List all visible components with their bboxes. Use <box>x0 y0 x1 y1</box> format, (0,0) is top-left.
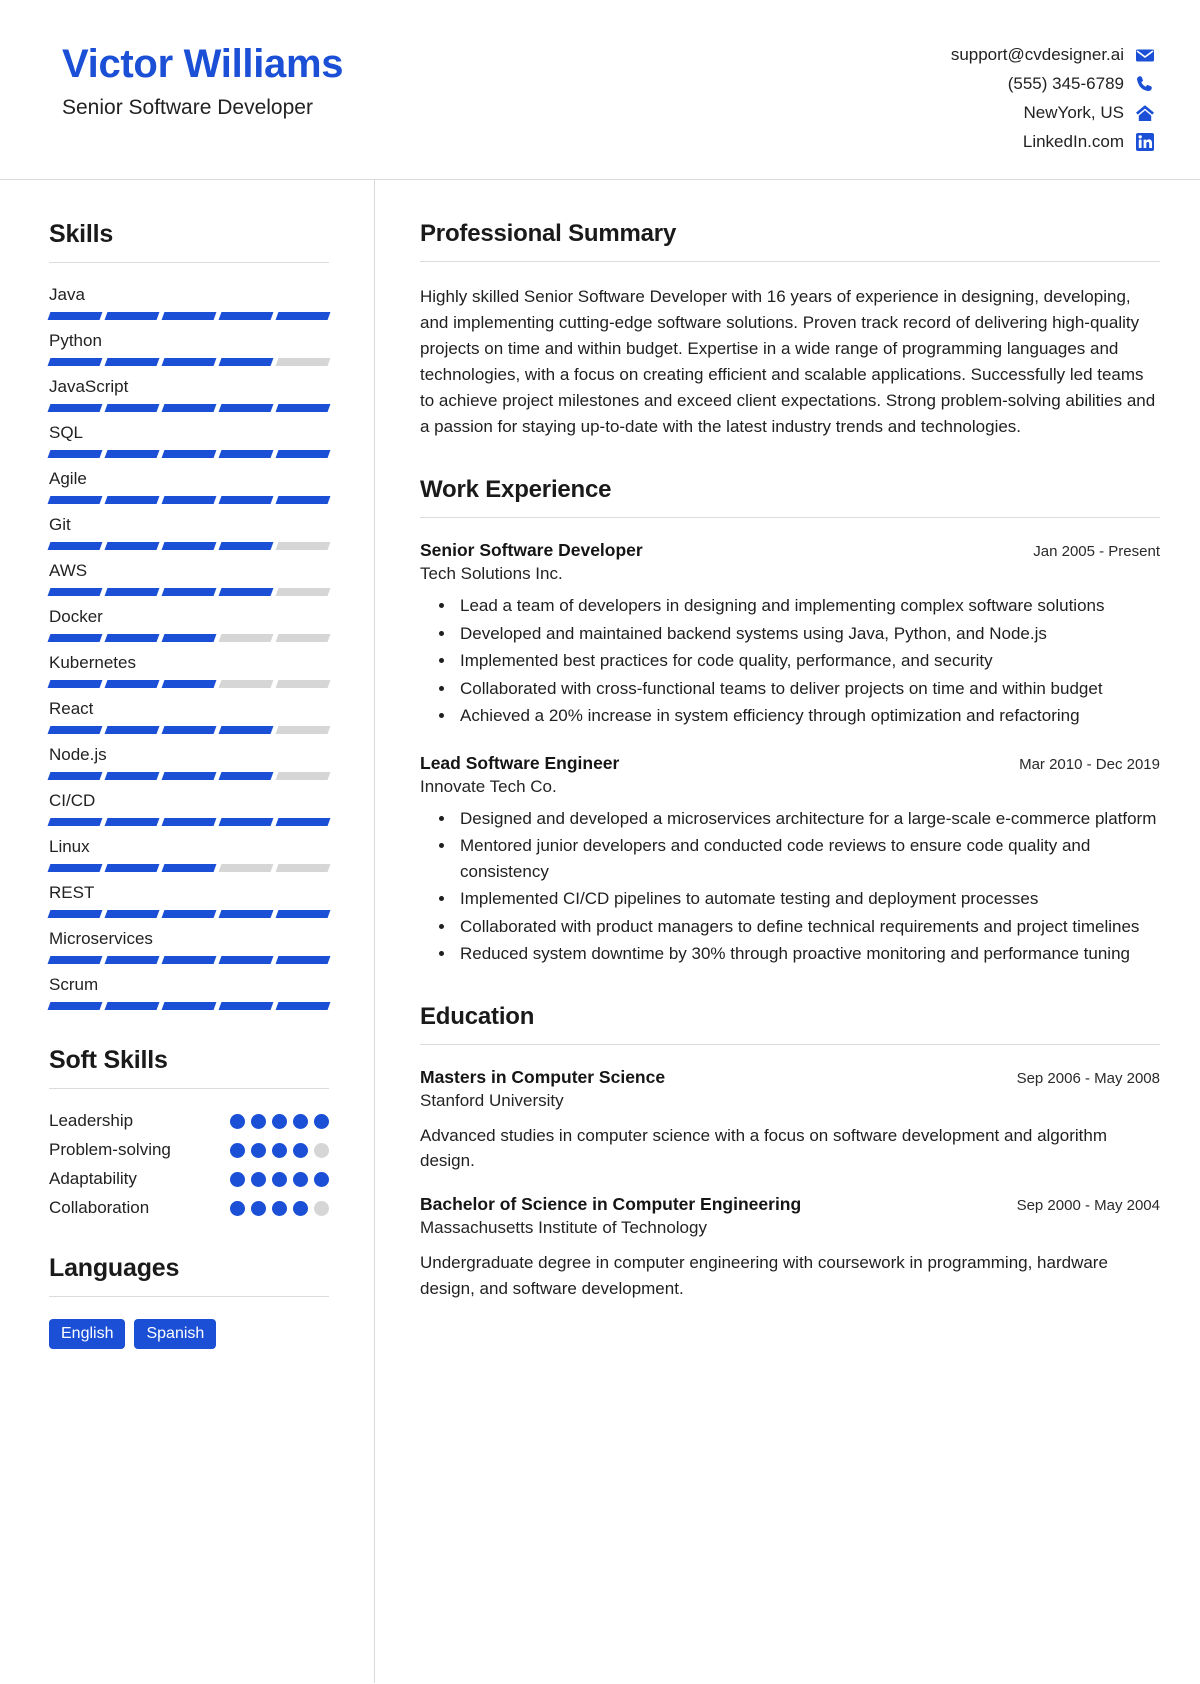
skill-level-segment <box>162 956 217 964</box>
skill-level-segment <box>219 450 274 458</box>
rating-dot <box>314 1201 329 1216</box>
education-entry-list <box>420 1067 1160 1302</box>
skill-name: Microservices <box>49 929 153 948</box>
skill-level-bar <box>49 910 329 918</box>
rating-dot <box>230 1143 245 1158</box>
skill-level-segment <box>219 358 274 366</box>
education-entry <box>420 1194 1160 1302</box>
rating-dot <box>293 1143 308 1158</box>
envelope-icon <box>1134 44 1155 65</box>
skill-level-segment <box>48 450 103 458</box>
skill-item <box>49 377 329 412</box>
skill-name: SQL <box>49 423 84 442</box>
rating-dot <box>230 1114 245 1129</box>
education-heading: Education <box>420 1002 535 1030</box>
soft-skill-rating <box>230 1114 329 1129</box>
skill-level-bar <box>49 634 329 642</box>
summary-heading: Professional Summary <box>420 220 677 247</box>
skill-level-segment <box>162 680 217 688</box>
skill-level-segment <box>105 772 160 780</box>
rating-dot <box>293 1201 308 1216</box>
skill-level-segment <box>276 404 331 412</box>
skill-level-segment <box>105 588 160 596</box>
skill-level-bar <box>49 818 329 826</box>
rating-dot <box>314 1143 329 1158</box>
skill-item <box>49 699 329 734</box>
skill-level-bar <box>49 404 329 412</box>
skill-name: Node.js <box>49 745 107 764</box>
soft-skill-name: Collaboration <box>49 1198 150 1217</box>
education-entry-description: Undergraduate degree in computer engineering with coursework in programming, hardware design, and software development. <box>420 1253 1108 1298</box>
skills-list <box>49 285 329 1010</box>
skill-level-segment <box>162 404 217 412</box>
phone-icon <box>1134 73 1155 94</box>
contact-row[interactable] <box>951 102 1155 123</box>
skill-level-segment <box>162 726 217 734</box>
skill-level-segment <box>219 312 274 320</box>
work-entry-date: Mar 2010 - Dec 2019 <box>1019 755 1160 773</box>
soft-skills-list <box>49 1111 329 1218</box>
skill-level-segment <box>105 358 160 366</box>
contact-list <box>951 34 1155 152</box>
skill-level-segment <box>48 772 103 780</box>
soft-skill-name: Adaptability <box>49 1169 137 1188</box>
skill-level-segment <box>105 864 160 872</box>
skill-name: REST <box>49 883 95 902</box>
skill-item <box>49 883 329 918</box>
skill-item <box>49 929 329 964</box>
skill-item <box>49 561 329 596</box>
languages-heading: Languages <box>49 1254 180 1282</box>
skill-level-segment <box>105 450 160 458</box>
skill-level-segment <box>276 726 331 734</box>
skill-level-segment <box>276 634 331 642</box>
skill-name: Python <box>49 331 102 350</box>
soft-skill-rating <box>230 1143 329 1158</box>
skill-item <box>49 469 329 504</box>
skill-level-segment <box>162 542 217 550</box>
skill-item <box>49 837 329 872</box>
skill-level-segment <box>219 634 274 642</box>
work-entry-company: Tech Solutions Inc. <box>420 564 563 583</box>
summary-text: Highly skilled Senior Software Developer with 16 years of experience in designing, developing, and implementing cutting-edge software solutions. Proven track record of delivering high-quality projects on time and within budget. Expertise in a wide range of programming languages and technologies, with a focus on creating efficient and scalable applications. Successfully led teams to achieve project milestones and exceed client expectations. Strong problem-solving abilities and a passion for staying up-to-date with the latest industry trends and technologies. <box>420 287 1156 436</box>
skill-level-segment <box>219 542 274 550</box>
skill-item <box>49 515 329 550</box>
skill-level-segment <box>48 910 103 918</box>
skill-level-segment <box>48 956 103 964</box>
skill-level-segment <box>105 496 160 504</box>
skill-item <box>49 423 329 458</box>
skill-level-segment <box>105 956 160 964</box>
skill-level-bar <box>49 496 329 504</box>
work-entry-header <box>420 753 1160 774</box>
skill-name: Kubernetes <box>49 653 136 672</box>
skill-level-segment <box>219 496 274 504</box>
bullet-item: • Lead a team of developers in designing and implementing complex software solutions <box>456 593 1160 619</box>
skill-level-segment <box>219 1002 274 1010</box>
skill-level-segment <box>276 450 331 458</box>
skill-level-segment <box>162 588 217 596</box>
skill-level-segment <box>105 680 160 688</box>
skill-level-segment <box>48 358 103 366</box>
skill-name: AWS <box>49 561 88 580</box>
skill-level-segment <box>276 496 331 504</box>
skill-name: Linux <box>49 837 90 856</box>
work-entry-bullets <box>420 593 1160 729</box>
resume-body <box>0 180 1200 1683</box>
skill-name: Git <box>49 515 71 534</box>
skill-level-segment <box>48 312 103 320</box>
skill-name: React <box>49 699 94 718</box>
soft-skill-row <box>49 1140 329 1160</box>
skills-section <box>49 220 329 1010</box>
skill-level-segment <box>105 818 160 826</box>
education-entry-date: Sep 2000 - May 2004 <box>1016 1197 1160 1215</box>
skill-level-segment <box>48 726 103 734</box>
contact-row[interactable] <box>951 44 1155 65</box>
education-entry-description: Advanced studies in computer science with a focus on software development and algorithm design. <box>420 1125 1107 1171</box>
skill-level-segment <box>276 542 331 550</box>
contact-text: NewYork, US <box>1023 102 1124 122</box>
skill-item <box>49 285 329 320</box>
skill-level-segment <box>276 772 331 780</box>
skill-level-segment <box>48 680 103 688</box>
resume-header <box>0 0 1200 180</box>
soft-skill-row <box>49 1111 329 1131</box>
rating-dot <box>272 1143 287 1158</box>
skill-level-segment <box>48 496 103 504</box>
skill-item <box>49 791 329 826</box>
languages-list <box>49 1319 329 1349</box>
contact-text: LinkedIn.com <box>1022 131 1124 151</box>
skill-name: Scrum <box>49 975 99 994</box>
skill-name: Agile <box>49 469 87 488</box>
education-entry-header <box>420 1067 1160 1088</box>
home-icon <box>1134 102 1155 123</box>
skill-level-segment <box>219 588 274 596</box>
skill-level-segment <box>219 864 274 872</box>
language-badge: English <box>49 1319 125 1349</box>
education-entry-date: Sep 2006 - May 2008 <box>1016 1069 1160 1087</box>
bullet-item: • Developed and maintained backend systems using Java, Python, and Node.js <box>456 621 1160 647</box>
skill-level-bar <box>49 726 329 734</box>
work-entry-company: Innovate Tech Co. <box>420 776 557 796</box>
soft-skill-row <box>49 1169 329 1189</box>
skill-item <box>49 607 329 642</box>
rating-dot <box>230 1201 245 1216</box>
language-badge: Spanish <box>134 1319 216 1349</box>
skill-level-bar <box>49 864 329 872</box>
skill-name: Java <box>49 285 85 304</box>
education-section <box>420 1003 1160 1302</box>
education-entry-header <box>420 1194 1160 1215</box>
skills-heading: Skills <box>49 220 114 248</box>
rating-dot <box>293 1114 308 1129</box>
skill-level-segment <box>219 772 274 780</box>
skill-level-segment <box>276 1002 331 1010</box>
rating-dot <box>251 1143 266 1158</box>
candidate-job-title: Senior Software Developer <box>62 96 313 119</box>
skill-level-bar <box>49 358 329 366</box>
education-entry-school: Stanford University <box>420 1090 564 1110</box>
bullet-item: • Collaborated with product managers to define technical requirements and project timelines <box>456 914 1160 940</box>
skill-level-segment <box>48 818 103 826</box>
contact-row[interactable] <box>951 131 1155 152</box>
skill-level-bar <box>49 312 329 320</box>
skill-level-segment <box>162 358 217 366</box>
skill-level-segment <box>162 312 217 320</box>
skill-level-segment <box>276 588 331 596</box>
work-entry-list <box>420 540 1160 967</box>
contact-text: support@cvdesigner.ai <box>950 44 1124 64</box>
skill-level-segment <box>276 818 331 826</box>
rating-dot <box>230 1172 245 1187</box>
skill-level-segment <box>162 910 217 918</box>
soft-skill-name: Leadership <box>49 1111 134 1130</box>
soft-skill-name: Problem-solving <box>49 1140 171 1159</box>
education-entry-degree: Masters in Computer Science <box>420 1066 666 1087</box>
identity-block <box>62 34 343 120</box>
skill-level-segment <box>276 956 331 964</box>
skill-level-segment <box>219 956 274 964</box>
skill-level-segment <box>48 864 103 872</box>
work-entry-header <box>420 540 1160 561</box>
summary-section <box>420 220 1160 440</box>
skill-level-segment <box>219 910 274 918</box>
skill-level-segment <box>105 542 160 550</box>
skill-level-segment <box>162 496 217 504</box>
skill-level-bar <box>49 680 329 688</box>
section-divider <box>420 517 1160 518</box>
education-entry-degree: Bachelor of Science in Computer Engineering <box>420 1194 802 1215</box>
skill-level-bar <box>49 956 329 964</box>
skill-level-segment <box>48 1002 103 1010</box>
work-experience-section <box>420 476 1160 967</box>
work-entry-date: Jan 2005 - Present <box>1033 543 1160 560</box>
linkedin-icon <box>1134 131 1155 152</box>
rating-dot <box>293 1172 308 1187</box>
skill-level-segment <box>105 726 160 734</box>
bullet-item: • Mentored junior developers and conducted code reviews to ensure code quality and consistency <box>456 833 1160 884</box>
bullet-item: • Implemented best practices for code quality, performance, and security <box>456 648 1160 674</box>
skill-level-segment <box>48 404 103 412</box>
bullet-item: • Reduced system downtime by 30% through proactive monitoring and performance tuning <box>456 941 1160 967</box>
work-entry <box>420 540 1160 729</box>
skill-item <box>49 745 329 780</box>
work-entry-bullets <box>420 806 1160 967</box>
bullet-item: • Collaborated with cross-functional teams to deliver projects on time and within budget <box>456 676 1160 702</box>
section-divider <box>49 262 329 263</box>
contact-text: (555) 345-6789 <box>1007 73 1124 93</box>
rating-dot <box>314 1114 329 1129</box>
soft-skill-rating <box>230 1201 329 1216</box>
rating-dot <box>272 1114 287 1129</box>
rating-dot <box>251 1201 266 1216</box>
section-divider <box>49 1296 329 1297</box>
skill-level-segment <box>48 542 103 550</box>
skill-level-segment <box>48 634 103 642</box>
skill-level-segment <box>162 772 217 780</box>
skill-level-segment <box>105 404 160 412</box>
soft-skill-row <box>49 1198 329 1218</box>
skill-level-bar <box>49 450 329 458</box>
skill-level-segment <box>105 910 160 918</box>
skill-level-segment <box>276 312 331 320</box>
skill-name: CI/CD <box>49 791 96 810</box>
skill-level-segment <box>276 864 331 872</box>
skill-level-segment <box>219 818 274 826</box>
education-entry-school: Massachusetts Institute of Technology <box>420 1218 707 1238</box>
skill-level-segment <box>162 634 217 642</box>
work-entry <box>420 753 1160 967</box>
soft-skill-rating <box>230 1172 329 1187</box>
bullet-item: • Designed and developed a microservices architecture for a large-scale e-commerce platform <box>456 806 1160 832</box>
bullet-item: • Achieved a 20% increase in system efficiency through optimization and refactoring <box>456 703 1160 729</box>
main-content <box>375 180 1200 1683</box>
work-entry-role: Lead Software Engineer <box>420 752 620 773</box>
skill-level-bar <box>49 542 329 550</box>
skill-level-bar <box>49 1002 329 1010</box>
bullet-item: • Implemented CI/CD pipelines to automate testing and deployment processes <box>456 886 1160 912</box>
education-entry <box>420 1067 1160 1175</box>
skill-level-segment <box>162 818 217 826</box>
skill-level-segment <box>219 726 274 734</box>
skill-item <box>49 653 329 688</box>
sidebar <box>0 180 375 1683</box>
skill-level-segment <box>48 588 103 596</box>
rating-dot <box>272 1201 287 1216</box>
skill-level-segment <box>276 680 331 688</box>
candidate-name: Victor Williams <box>62 42 344 86</box>
section-divider <box>49 1088 329 1089</box>
skill-level-segment <box>105 634 160 642</box>
rating-dot <box>251 1172 266 1187</box>
skill-level-segment <box>162 864 217 872</box>
skill-level-segment <box>162 1002 217 1010</box>
soft-skills-heading: Soft Skills <box>49 1046 168 1074</box>
contact-row[interactable] <box>951 73 1155 94</box>
skill-level-segment <box>276 910 331 918</box>
skill-level-segment <box>105 312 160 320</box>
skill-level-segment <box>219 680 274 688</box>
work-experience-heading: Work Experience <box>420 476 612 503</box>
skill-level-segment <box>276 358 331 366</box>
section-divider <box>420 261 1160 262</box>
rating-dot <box>314 1172 329 1187</box>
work-entry-role: Senior Software Developer <box>420 540 643 560</box>
rating-dot <box>272 1172 287 1187</box>
section-divider <box>420 1044 1160 1045</box>
skill-level-bar <box>49 772 329 780</box>
skill-level-segment <box>162 450 217 458</box>
skill-name: Docker <box>49 607 103 626</box>
rating-dot <box>251 1114 266 1129</box>
skill-level-segment <box>105 1002 160 1010</box>
skill-level-segment <box>219 404 274 412</box>
skill-level-bar <box>49 588 329 596</box>
skill-item <box>49 975 329 1010</box>
skill-item <box>49 331 329 366</box>
soft-skills-section <box>49 1046 329 1218</box>
languages-section <box>49 1254 329 1349</box>
skill-name: JavaScript <box>49 377 129 396</box>
